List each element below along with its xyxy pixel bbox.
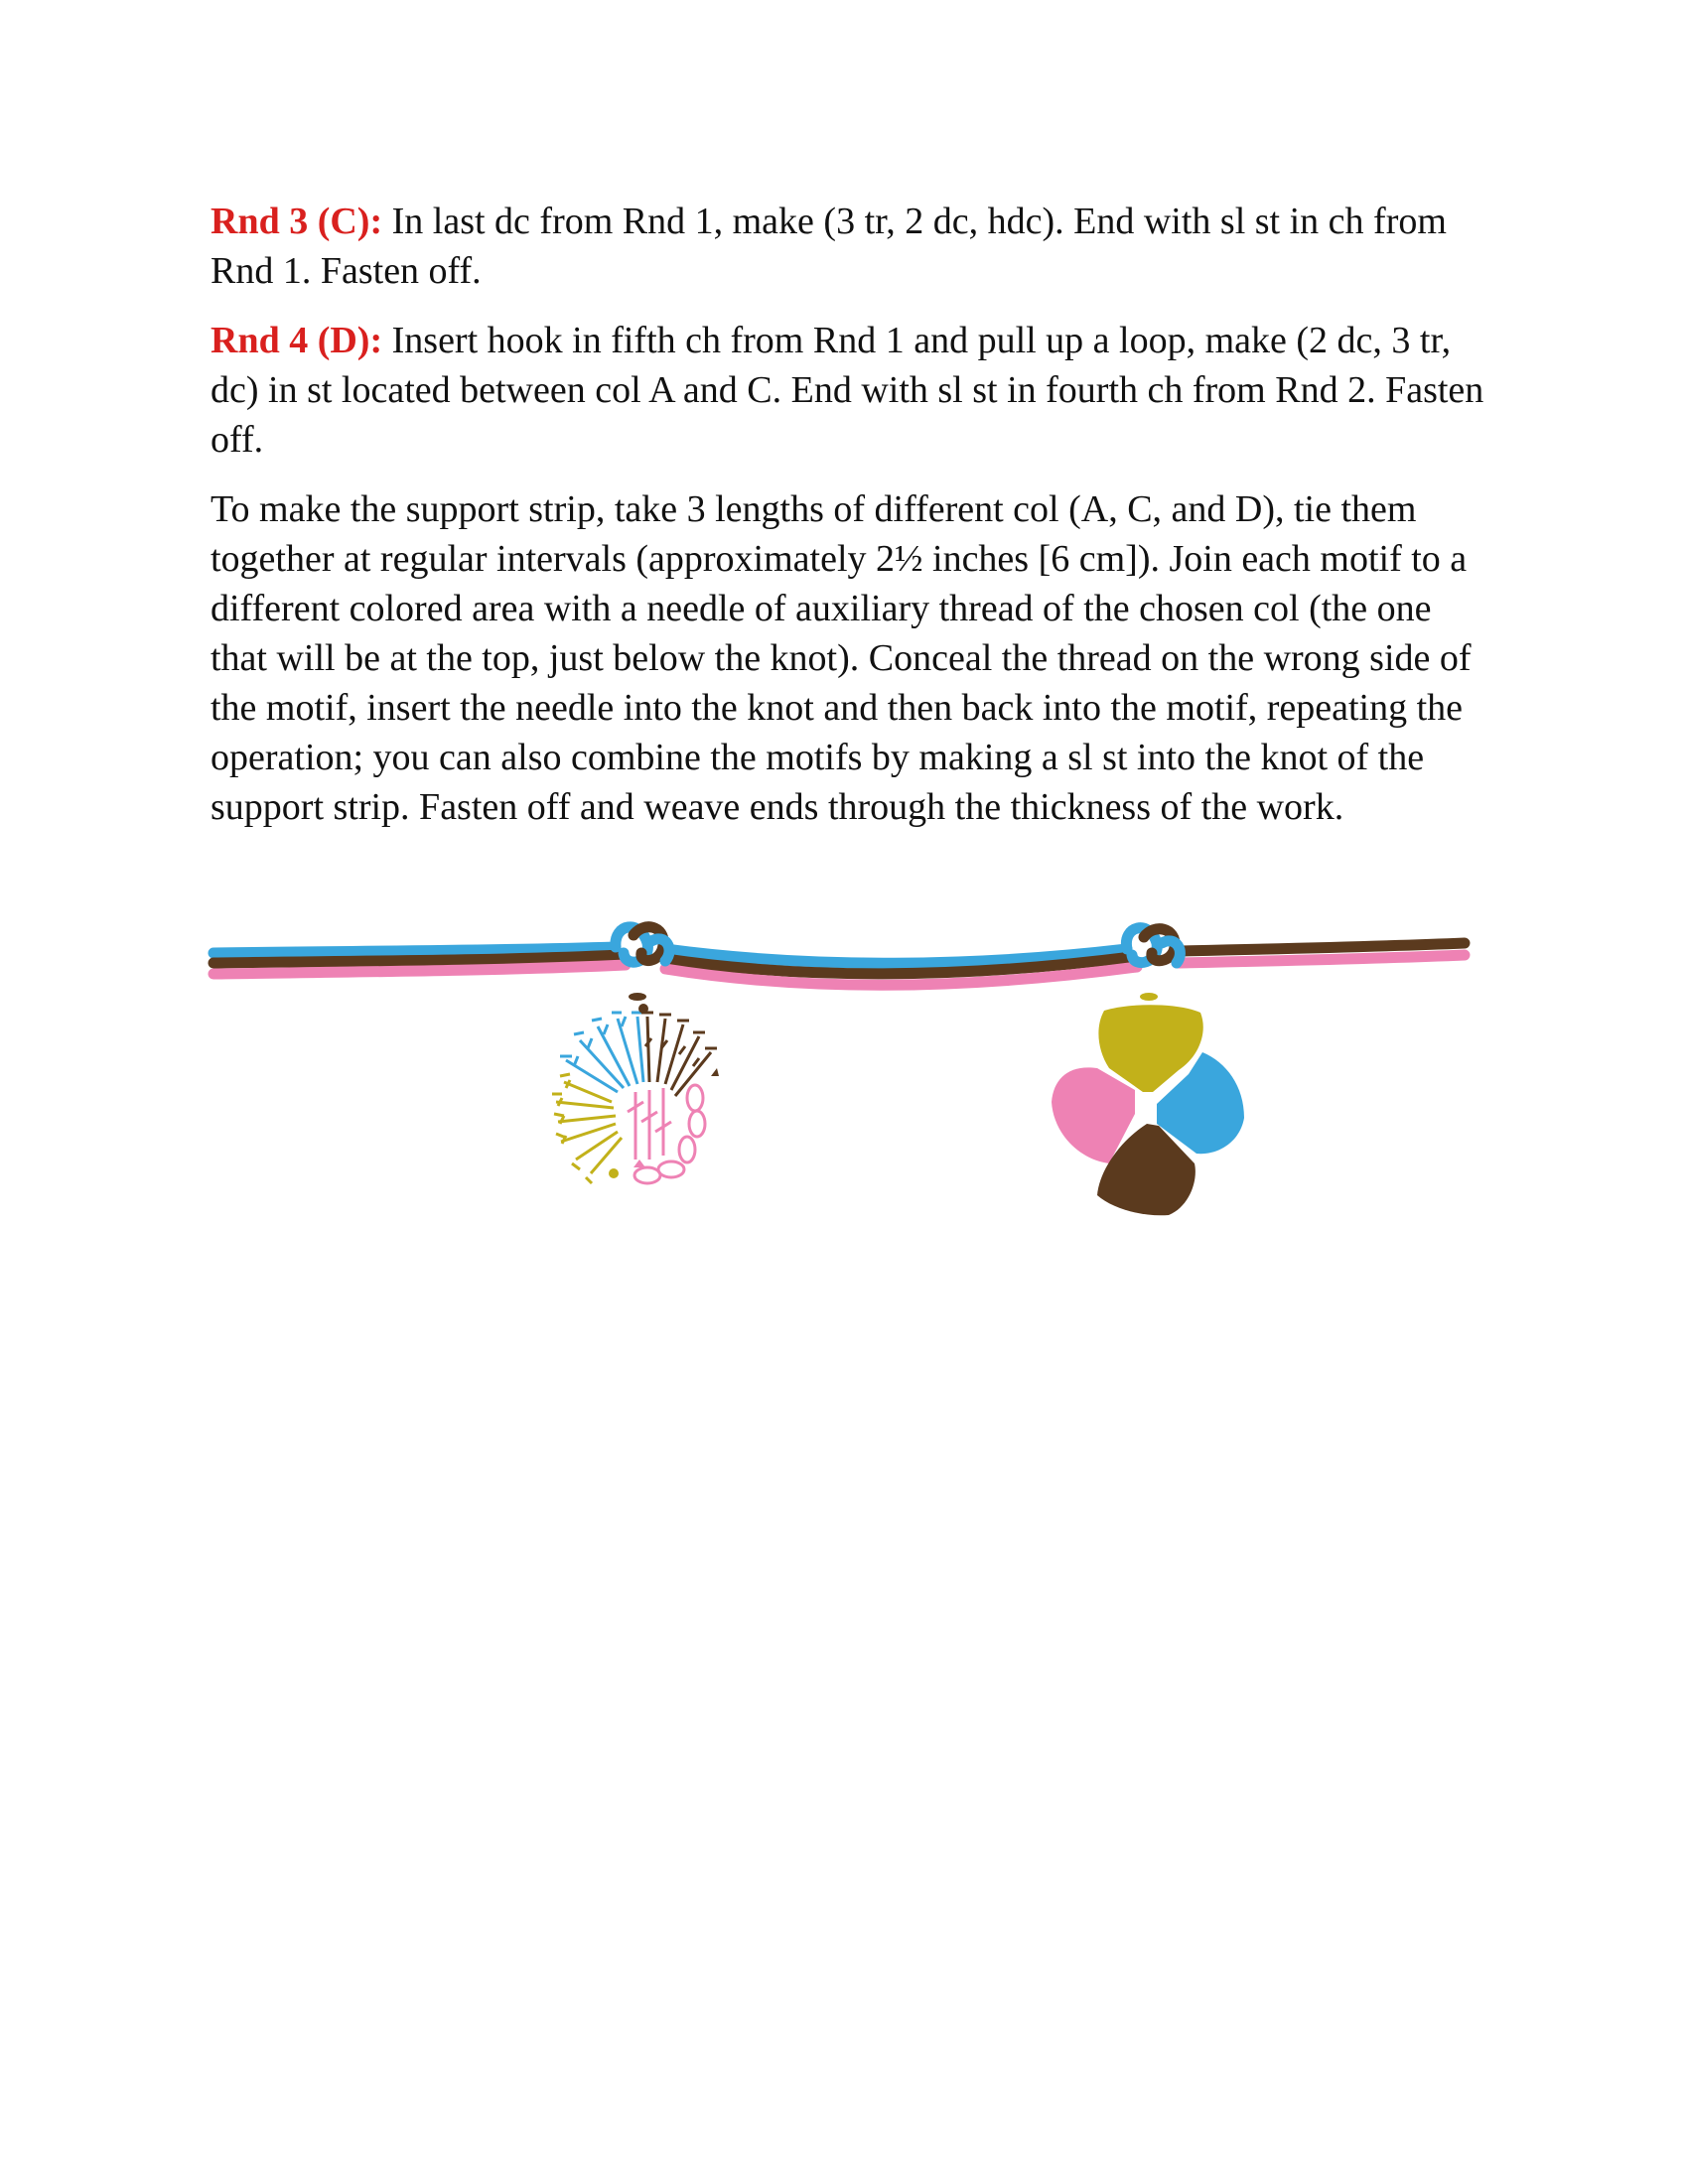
paragraph-rnd3 <box>211 197 1491 296</box>
round-instruction: Insert hook in fifth ch from Rnd 1 and pull up a loop, make (2 dc, 3 tr, dc) in st located between col A and C. End with sl st in fourth ch from Rnd 2. Fasten off. <box>211 320 1484 461</box>
support-strip-instruction: To make the support strip, take 3 lengths of different col (A, C, and D), tie them together at regular intervals (approximately 2½ inches [6 cm]). Join each motif to a different colored area with a needle of auxiliary thread of the chosen col (the one that will be at the top, just below the knot). Conceal the thread on the wrong side of the motif, insert the needle into the knot and then back into the motif, repeating the operation; you can also combine the motifs by making a sl st into the knot of the support strip. Fasten off and weave ends through the thickness of the work. <box>211 488 1472 828</box>
crochet-chart-motif <box>552 1004 719 1183</box>
round-label: Rnd 3 (C): <box>211 201 383 242</box>
round-instruction: In last dc from Rnd 1, make (3 tr, 2 dc, hdc). End with sl st in ch from Rnd 1. Fasten off. <box>211 201 1447 292</box>
paragraph-rnd4 <box>211 316 1491 465</box>
wedge-circle-motif <box>1052 1005 1244 1215</box>
support-strip-cord <box>213 943 1465 985</box>
knot-right <box>1126 928 1180 963</box>
instructions-text <box>211 197 1491 832</box>
join-point-right <box>1140 993 1158 1001</box>
support-strip-illustration <box>199 913 1489 1251</box>
knot-left <box>616 927 669 962</box>
paragraph-support-strip <box>211 484 1491 832</box>
join-point-left <box>629 993 646 1001</box>
round-label: Rnd 4 (D): <box>211 320 383 361</box>
